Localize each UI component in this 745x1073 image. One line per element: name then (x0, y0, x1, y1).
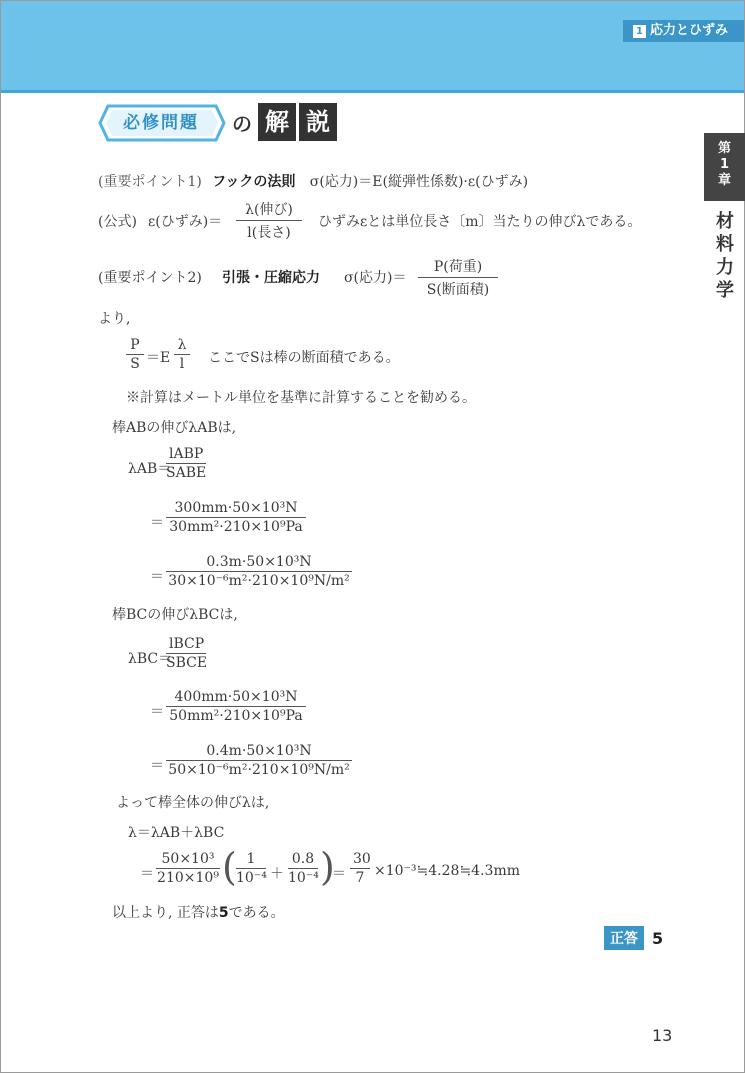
chapter-title-char: 学 (716, 280, 734, 301)
point2-den: S(断面積) (426, 282, 490, 298)
badge-particle: の (232, 112, 252, 136)
bc-fraction2 (166, 689, 306, 724)
total-a-den: 210×10⁹ (157, 870, 219, 886)
formula-den: l(長さ) (247, 225, 291, 241)
chapter-title-char: 料 (716, 234, 734, 255)
open-paren: ( (222, 845, 237, 889)
point1-formula: σ(応力)＝E(縦弾性係数)·ε(ひずみ) (309, 174, 529, 190)
bc-fraction3 (166, 743, 352, 778)
point2-lhs: σ(応力)＝ (344, 270, 407, 286)
chapter-title-char: 材 (716, 211, 734, 232)
bc-intro: 棒BCの伸びλBCは, (112, 607, 238, 623)
ab-f1-den: SABE (166, 465, 207, 481)
ab-f3-num: 0.3m·50×10³N (166, 554, 352, 572)
conclusion-post: である。 (228, 905, 285, 921)
conclusion (112, 902, 285, 922)
bc-eq3: ＝ (150, 758, 164, 774)
total-a-num: 50×10³ (156, 851, 220, 869)
eq1-eq: ＝E (146, 350, 171, 366)
chapter-title-char: 力 (716, 257, 734, 278)
eq1-num: P (126, 337, 144, 355)
total-eq-sign2: ＝ (332, 866, 346, 882)
total-plus: ＋ (270, 866, 284, 882)
header-rule (1, 90, 744, 93)
answer-value: 5 (652, 928, 664, 948)
ab-fraction2 (166, 500, 306, 535)
bc-f2-den: 50mm²·210×10⁹Pa (169, 708, 303, 724)
total-fraction-d (350, 851, 370, 886)
formula-num: λ(伸び) (236, 199, 302, 221)
bc-lhs: λBC＝ (128, 651, 173, 667)
chapter-number: 1 (719, 157, 730, 172)
badge-hisshu (96, 104, 226, 142)
close-paren: ) (320, 845, 335, 889)
ab-intro: 棒ABの伸びλABは, (112, 420, 237, 436)
section-tab (623, 20, 744, 42)
ab-f2-num: 300mm·50×10³N (166, 500, 306, 518)
total-c-num: 0.8 (288, 851, 318, 869)
total-fraction-b (236, 851, 266, 886)
ab-eq3: ＝ (150, 569, 164, 585)
bc-fraction1 (166, 636, 206, 671)
total-eq-sign: ＝ (140, 866, 154, 882)
ab-f3-den: 30×10⁻⁶m²·210×10⁹N/m² (168, 573, 350, 589)
total-intro: よって棒全体の伸びλは, (116, 795, 270, 811)
total-b-num: 1 (236, 851, 266, 869)
section-title: 応力とひずみ (649, 23, 728, 38)
ab-f1-num: lABP (166, 446, 206, 464)
chapter-suffix: 章 (717, 173, 731, 188)
ab-fraction3 (166, 554, 352, 589)
formula-lhs: ε(ひずみ)＝ (148, 214, 223, 230)
total-fraction-c (288, 851, 318, 886)
page-number: 13 (652, 1026, 673, 1045)
point2-label: (重要ポイント2) (98, 270, 202, 286)
eq1-fraction (126, 337, 144, 372)
chapter-tab (704, 133, 745, 201)
yori-text: より, (98, 311, 131, 327)
total-d-den: 7 (355, 870, 365, 886)
badge-label: 必修問題 (123, 113, 199, 133)
eq1-den2: l (179, 356, 185, 372)
title-char: 解 (258, 103, 296, 141)
bc-eq2: ＝ (150, 704, 164, 720)
conclusion-num: 5 (218, 905, 229, 921)
bc-f1-den: SBCE (166, 655, 208, 671)
eq1-note: ここでSは棒の断面積である。 (208, 350, 400, 366)
point1-line (98, 171, 528, 191)
title-char: 説 (299, 103, 337, 141)
formula-fraction (236, 199, 302, 242)
header-band (1, 1, 744, 90)
chapter-prefix: 第 (717, 141, 731, 156)
answer-label: 正答 (604, 926, 644, 950)
ab-eq2: ＝ (150, 515, 164, 531)
bc-f3-num: 0.4m·50×10³N (166, 743, 352, 761)
point2-num: P(荷重) (418, 256, 498, 278)
total-result: ×10⁻³≒4.28≒4.3mm (374, 863, 520, 879)
total-d-num: 30 (350, 851, 370, 869)
units-note: ※計算はメートル単位を基準に計算することを勧める。 (126, 390, 476, 406)
section-number: 1 (633, 25, 646, 38)
total-c-den: 10⁻⁴ (288, 870, 319, 886)
point1-label: (重要ポイント1) (98, 174, 202, 190)
total-b-den: 10⁻⁴ (236, 870, 267, 886)
bc-f2-num: 400mm·50×10³N (166, 689, 306, 707)
eq1-num2: λ (174, 337, 190, 355)
chapter-title (710, 210, 740, 302)
point2-fraction (418, 256, 498, 299)
formula-label: (公式) (98, 214, 137, 230)
point2-title: 引張・圧縮応力 (222, 270, 320, 286)
ab-f2-den: 30mm²·210×10⁹Pa (169, 519, 303, 535)
total-fraction-a (156, 851, 220, 886)
bc-f1-num: lBCP (166, 636, 206, 654)
ab-lhs: λAB＝ (128, 461, 172, 477)
formula-note: ひずみεとは単位長さ〔m〕当たりの伸びλである。 (318, 214, 642, 230)
answer-box (604, 926, 663, 950)
bc-f3-den: 50×10⁻⁶m²·210×10⁹N/m² (168, 762, 350, 778)
point1-title: フックの法則 (212, 174, 296, 190)
conclusion-pre: 以上より, 正答は (112, 905, 219, 921)
eq1-fraction2 (174, 337, 190, 372)
ab-fraction1 (166, 446, 206, 481)
eq1-den: S (130, 356, 140, 372)
total-eq: λ＝λAB＋λBC (128, 825, 225, 841)
